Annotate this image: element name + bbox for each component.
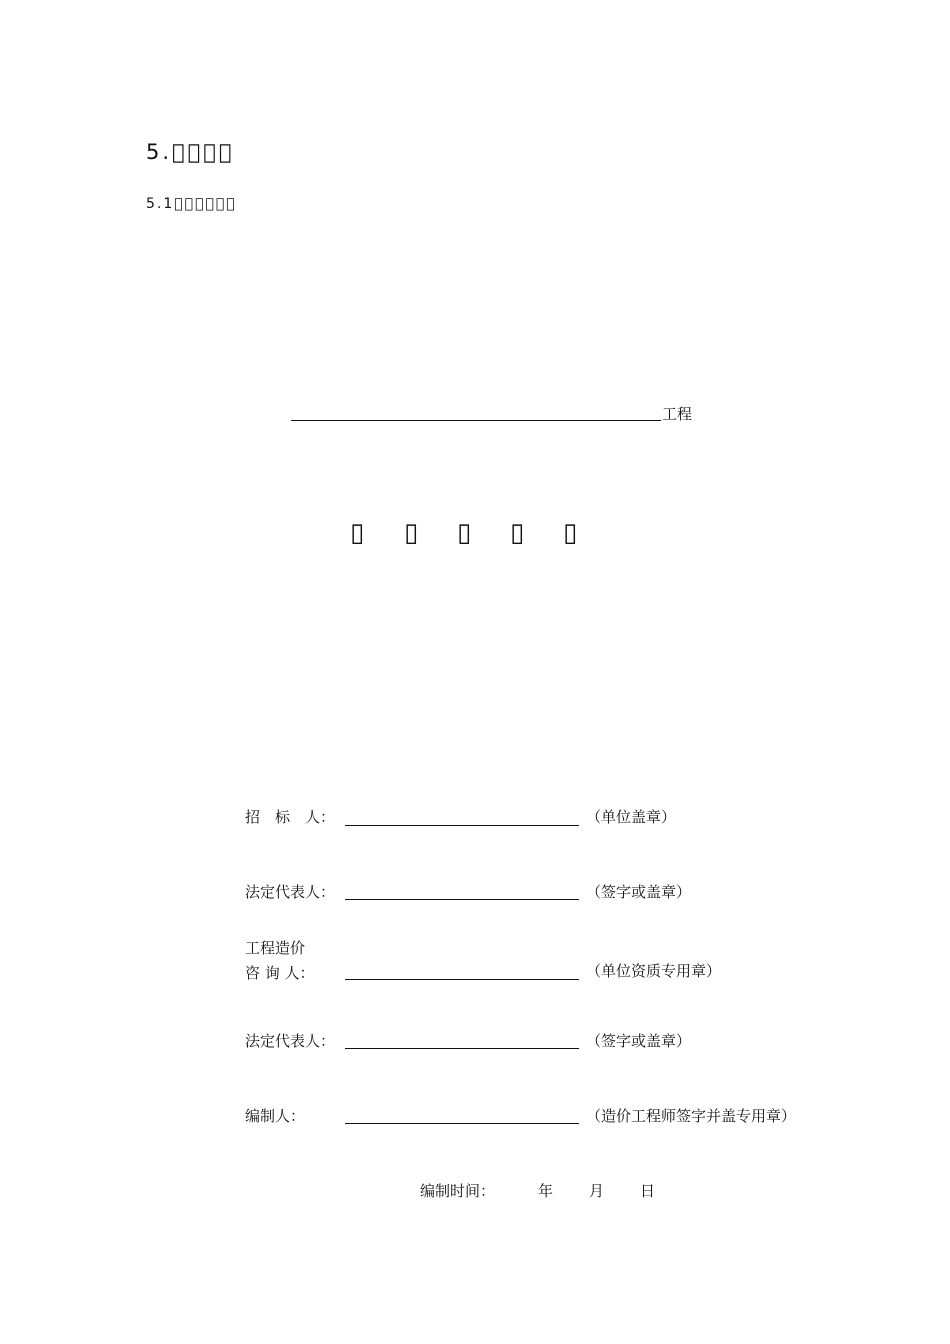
- legal-rep-note: （签字或盖章）: [586, 883, 692, 901]
- tenderer-note: （单位盖章）: [586, 808, 677, 826]
- title-glyph-3: ▯: [457, 518, 472, 548]
- compiler-label: 编制人：: [245, 1107, 306, 1125]
- legal-rep-label: 法定代表人：: [245, 883, 336, 901]
- consultant-legal-rep-line: [345, 1048, 579, 1049]
- date-month: 月: [589, 1182, 605, 1200]
- title-glyph-4: ▯: [510, 518, 525, 548]
- tenderer-label: 招 标 人：: [245, 808, 336, 826]
- tenderer-line: [345, 825, 579, 826]
- consultant-line: [345, 979, 579, 980]
- compiler-note: （造价工程师签字并盖专用章）: [586, 1107, 797, 1125]
- consultant-legal-rep-note: （签字或盖章）: [586, 1032, 692, 1050]
- legal-rep-line: [345, 899, 579, 900]
- consultant-label-line2: 咨 询 人：: [245, 964, 315, 982]
- consultant-label-line1: 工程造价: [245, 939, 306, 957]
- date-day: 日: [640, 1182, 656, 1200]
- title-glyph-5: ▯: [563, 518, 578, 548]
- section-heading: 5.􀀀􀀀􀀀􀀀: [146, 140, 235, 164]
- title-glyph-2: ▯: [404, 518, 419, 548]
- project-name-line: [291, 420, 661, 421]
- compiler-line: [345, 1123, 579, 1124]
- consultant-note: （单位资质专用章）: [586, 962, 722, 980]
- consultant-legal-rep-label: 法定代表人：: [245, 1032, 336, 1050]
- date-year: 年: [538, 1182, 554, 1200]
- consultant-label: [245, 936, 315, 986]
- project-suffix: 工程: [662, 405, 693, 423]
- title-glyph-1: ▯: [350, 518, 365, 548]
- date-label: 编制时间：: [420, 1182, 496, 1200]
- subsection-heading: 5.1􀀀􀀀􀀀􀀀􀀀􀀀: [146, 196, 237, 212]
